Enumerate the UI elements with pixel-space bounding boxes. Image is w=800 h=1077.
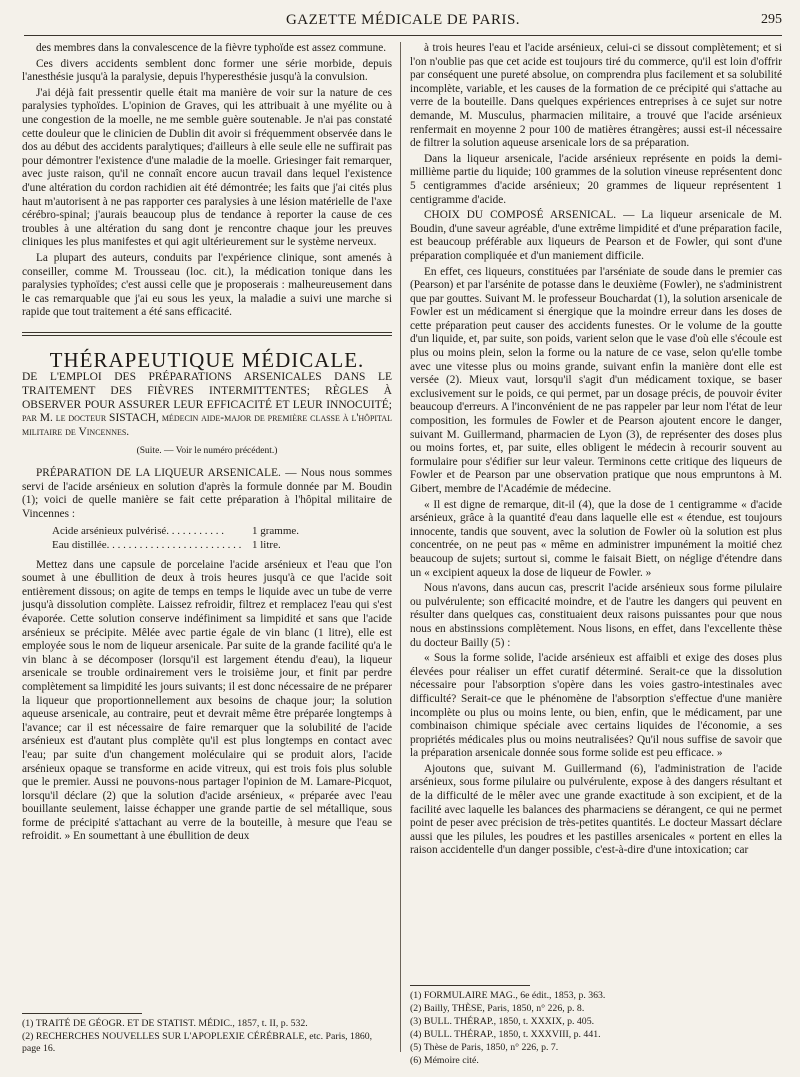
paragraph: Ces divers accidents semblent donc former une série morbide, depuis l'anesthésie jusqu'à la paralysie, depuis l'hyperesthésie jusqu'à la convulsion.	[22, 57, 392, 84]
footnote: (1) FORMULAIRE MAG., 6e édit., 1853, p. 363.	[410, 990, 606, 1001]
recipe	[52, 525, 312, 552]
journal-title: GAZETTE MÉDICALE DE PARIS.	[285, 12, 521, 28]
column-divider	[400, 42, 401, 1052]
paragraph: La plupart des auteurs, conduits par l'expérience clinique, sont amenés à conseiller, comme M. Trousseau (loc. cit.), la médication tonique dans les paralysies typhoïdes; c'est aussi celle que je proposerais : malheureusement dans le cas remarquable que j'ai eu sous les yeux, la maladie a suivi une marche si rapide que tout traitement a été sans efficacité.	[22, 251, 392, 319]
recipe-quantity: 1 litre.	[252, 539, 281, 551]
recipe-ingredient: Eau distillée. . . . . . . . . . . . . . . . . . . . . . . . .	[52, 539, 242, 551]
footnotes-left	[22, 1013, 392, 1056]
paragraph: J'ai déjà fait pressentir quelle était ma manière de voir sur la nature de ces paralysies typhoïdes. L'opinion de Graves, qui les attribuait à une myélite ou à une congestion de la moelle, ne me semble guère soutenable. Je n'ai pas constaté cette douleur que le clinicien de Dublin dit avoir si fréquemment observée dans le dos au début des accidents paralytiques; d'ailleurs à elle seule elle ne suffirait pas pour démontrer l'existence d'une maladie de la moelle. Griesinger fait remarquer, avec juste raison, qu'il ne connaît encore aucun travail dans lequel l'existence d'une altération du cordon rachidien ait été démontrée; les faits que j'ai cités plus haut m'autorisent à ne pas rapporter ces paralysies à une lésion matérielle de l'axe cérébro-spinal; j'aurais beaucoup plus de tendance à reporter la cause de ces troubles à une altération du sang dont je rencontre chaque jour les preuves cliniques les plus manifestes et qui agit ultérieurement sur le système nerveux.	[22, 86, 392, 249]
footnote: (6) Mémoire cité.	[410, 1055, 479, 1066]
footnote: (1) TRAITÉ DE GÉOGR. ET DE STATIST. MÉDIC., 1857, t. II, p. 532.	[22, 1018, 308, 1029]
paragraph: Ajoutons que, suivant M. Guillermand (6), l'administration de l'acide arsénieux, sous forme pilulaire ou pulvérulente, expose à des dangers résultant et de la difficulté de le mêler avec une grande exactitude à son excipient, et de la facilité avec laquelle les balances des pharmaciens se dérangent, ce qui ne permet point de peser avec précision de très-petites quantités. Le docteur Massart déclare aussi que les pilules, les poudres et les pastilles arsenicales « portent en elles la raison accidentelle d'un danger possible, c'est-à-dire d'une intoxication; car	[410, 762, 782, 857]
footnote: (3) BULL. THÉRAP., 1850, t. XXXIX, p. 405.	[410, 1016, 595, 1027]
footnotes-right	[410, 985, 782, 1068]
quotation: « Sous la forme solide, l'acide arsénieux est affaibli et exige des doses plus élevées pour réaliser un effet curatif déterminé. Serait-ce que la dissolution nécessaire pour l'absorption s'opère dans les voies gastro-intestinales avec difficulté? Serait-ce que le phénomène de l'absorption s'effectue d'une manière incomplète ou plus ou moins lente, ou bien, enfin, que le médicament, par une combinaison chimique spéciale avec certains liquides de l'économie, a ses propriétés médicales plus ou moins neutralisées? Qu'il nous suffise de savoir que la préparation arsenicale donnée sous forme solide est peu efficace. »	[410, 652, 782, 760]
paragraph: des membres dans la convalescence de la fièvre typhoïde est assez commune.	[36, 42, 387, 54]
header-rule	[24, 35, 782, 36]
paragraph: Dans la liqueur arsenicale, l'acide arsénieux représente en poids la demi-millième partie du liquide; 100 grammes de la solution vineuse représentent donc 5 centigrammes d'acide arsénieux; 20 grammes de liqueur représentent 1 centigramme d'acide.	[410, 152, 782, 206]
recipe-row	[52, 539, 312, 553]
footnote-rule	[410, 985, 530, 986]
page-header	[24, 6, 782, 36]
recipe-row	[52, 525, 312, 539]
paragraph: Mettez dans une capsule de porcelaine l'acide arsénieux et l'eau que l'on soumet à une ébullition de deux à trois heures jusqu'à ce que l'acide soit entièrement dissous; on agite de temps en temps le liquide avec un tube de verre jusqu'à dissolution complète. Laissez refroidir, filtrez et remplacez l'eau qui s'est évaporée. Cette solution conserve indéfiniment sa limpidité et sans que l'acide arsénieux se précipite. Mêlée avec partie égale de vin blanc (1 litre), elle est employée sous le nom de liqueur arsenicale. Par suite de la grande facilité qu'a le vin blanc à se décomposer (lorsqu'il est largement étendu d'eau), la liqueur arsenicale se trouble ordinairement vers le troisième jour, et finit par perdre complètement sa limpidité les jours suivants; il est donc nécessaire de ne préparer la liqueur que proportionnellement aux besoins de chaque jour; la solution aqueuse arsenicale, au contraire, peut et devrait même être préparée longtemps à l'avance; car il est nécessaire de faire remarquer que la solubilité de l'acide arsénieux est d'autant plus complète qu'il est plus longtemps en contact avec l'eau; par suite d'un changement moléculaire qui se produit alors, l'acide arsénieux opaque se transforme en acide vitreux, qui est trois fois plus soluble que le premier. Aussi ne pouvons-nous partager l'opinion de M. Lamare-Picquot, lorsqu'il déclare (2) que la solution d'acide arsénieux, « préparée avec l'eau bouillante seulement, laisse échapper une grande partie de sel métallique, sous forme de précipité s'attachant au verre de la bouteille, à mesure que l'eau se refroidit. » En soumettant à une ébullition de deux	[22, 558, 392, 843]
footnote: (5) Thèse de Paris, 1850, n° 226, p. 7.	[410, 1042, 559, 1053]
paragraph: En effet, ces liqueurs, constituées par l'arséniate de soude dans le premier cas (Pearson) et par l'arsénite de potasse dans le deuxième (Fowler), ne s'administrent que par gouttes. Suivant M. le professeur Bouchardat (1), la solution arsenicale de Fowler est un médicament si énergique que la moindre erreur dans les doses de cette préparation peut causer des accidents funestes. Or le volume de la goutte d'un liquide, et, par suite, son poids, varient selon que le vase d'où elle s'écoule est plus ou moins plein, selon la forme ou la nature de ce vase, selon qu'elle tombe avec une vitesse plus ou moins grande, suivant enfin la manière dont elle est versée (2). Mieux vaut, lorsqu'il s'agit d'un médicament toxique, se baser exclusivement sur le poids, ce qui permet, par un dosage précis, de pouvoir éviter beaucoup d'erreurs. A l'inconvénient de ne pas rappeler par leur nom l'état de leur composition, les formules de Fowler et de Pearson ajoutent encore le danger, suivant M. Guillermand, pharmacien de Lyon (3), de représenter des doses plus ou moins fortes, et, par suite, elles obligent le médecin à recourir souvent au formulaire pour s'édifier sur leur valeur. Terminons cette critique des liqueurs de Fowler et de Pearson par une observation pratique que nous empruntons à M. Gibert, membre de l'Académie de médecine.	[410, 265, 782, 495]
right-column	[410, 42, 782, 860]
article-heading: DE L'EMPLOI DES PRÉPARATIONS ARSENICALES DANS LE TRAITEMENT DES FIÈVRES INTERMITTENTES; RÈGLES À OBSERVER POUR ASSURER LEUR EFFICACITÉ ET LEUR INNOCUITÉ; par M. le docteur SISTACH, médecin aide-major de première classe à l'hôpital militaire de Vincennes.	[22, 371, 392, 438]
footnote: (2) RECHERCHES NOUVELLES SUR L'APOPLEXIE CÉRÉBRALE, etc. Paris, 1860, page 16.	[22, 1031, 373, 1054]
section-title: THÉRAPEUTIQUE MÉDICALE.	[49, 347, 365, 372]
footnote-rule	[22, 1013, 142, 1014]
footnote: (2) Bailly, THÈSE, Paris, 1850, n° 226, p. 8.	[410, 1003, 585, 1014]
page-number: 295	[761, 12, 782, 27]
section-rule	[22, 332, 392, 333]
paragraph: Nous n'avons, dans aucun cas, prescrit l'acide arsénieux sous forme pilulaire ou pulvérulente; son efficacité moindre, et de l'autre les dangers qui peuvent en résulter dans quelques cas, constituaient deux raisons puissantes pour que nous nous en abstinssions complètement. Nous lisons, en effet, dans l'excellente thèse du docteur Bailly (5) :	[410, 582, 782, 649]
quotation: « Il est digne de remarque, dit-il (4), que la dose de 1 centigramme « d'acide arsénieux, grâce à la quantité d'eau dans laquelle elle est « étendue, est toujours innocente, tandis que souvent, avec la solution de Fowler où la solution est plus concentrée, on ne peut pas « même en administrer impunément la moitié chez beaucoup de sujets; surtout si, comme le faisait Biett, on néglige d'étendre dans un « excipient aqueux la dose de liqueur de Fowler. »	[410, 498, 782, 579]
section-rule	[22, 335, 392, 336]
recipe-quantity: 1 gramme.	[252, 525, 300, 538]
paragraph: à trois heures l'eau et l'acide arsénieux, celui-ci se dissout complètement; et si l'on n'oublie pas que cet acide est toujours tiré du commerce, qu'il est loin d'offrir par conséquent une pureté absolue, on comprendra plus facilement et sa solubilité incomplète, variable, et les causes de la formation de ce précipité qui s'attache au verre de la bouteille. Dans quelques expériences entreprises à ce sujet sur notre demande, M. Musculus, pharmacien militaire, a trouvé que l'acide arsénieux renfermait en moyenne 2 pour 100 de matières étrangères; aussi est-il nécessaire de filtrer la solution aqueuse arsenicale lors de sa préparation.	[410, 42, 782, 150]
paragraph: PRÉPARATION DE LA LIQUEUR ARSENICALE. — Nous nous sommes servi de l'acide arsénieux en solution d'après la formule donnée par M. Boudin (1); voici de quelle manière se fait cette préparation à l'hôpital militaire de Vincennes :	[22, 467, 392, 520]
paragraph: CHOIX DU COMPOSÉ ARSENICAL. — La liqueur arsenicale de M. Boudin, d'une saveur agréable, d'une extrême limpidité et d'une préparation facile, est beaucoup préférable aux liqueurs de Pearson et de Fowler, qui sont d'une préparation compliquée et d'un maniement difficile.	[410, 209, 782, 262]
footnote: (4) BULL. THÉRAP., 1850, t. XXXVIII, p. 441.	[410, 1029, 601, 1040]
suite-note: (Suite. — Voir le numéro précédent.)	[136, 446, 278, 457]
left-column	[22, 42, 392, 846]
recipe-ingredient: Acide arsénieux pulvérisé. . . . . . . . . . .	[52, 525, 224, 538]
